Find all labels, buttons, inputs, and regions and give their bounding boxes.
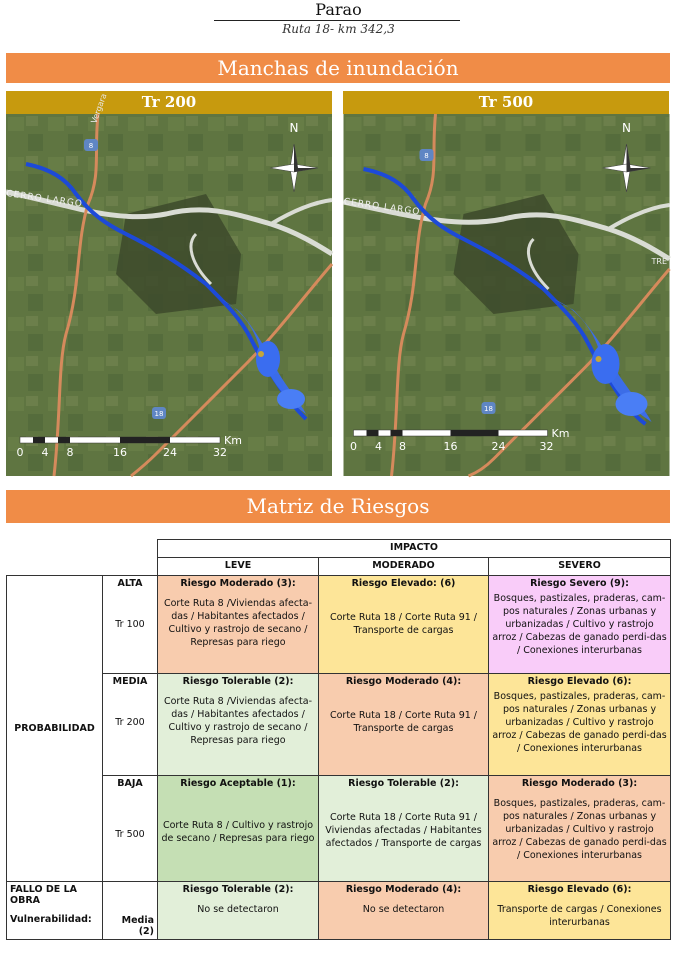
probability-level: MEDIA bbox=[112, 676, 148, 687]
risk-cell-body: No se detectaron bbox=[197, 904, 279, 915]
return-period: Tr 100 bbox=[115, 619, 145, 630]
scale-tick-label: 8 bbox=[66, 446, 74, 459]
empty-corner bbox=[7, 540, 158, 576]
risk-cell-title: Riesgo Tolerable (2): bbox=[348, 778, 459, 789]
probability-level-cell bbox=[103, 576, 158, 674]
probability-level-cell bbox=[103, 674, 158, 776]
risk-matrix-table bbox=[6, 539, 671, 940]
probability-label: PROBABILIDAD bbox=[7, 576, 103, 882]
risk-cell bbox=[489, 576, 671, 674]
scale-tick-label: 8 bbox=[399, 440, 406, 453]
flood-map-image bbox=[343, 114, 670, 476]
risk-cell-title: Riesgo Aceptable (1): bbox=[180, 778, 296, 789]
failure-row bbox=[7, 882, 671, 940]
section-banner-matriz: Matriz de Riesgos bbox=[6, 490, 670, 523]
risk-cell bbox=[158, 576, 319, 674]
risk-cell-body: Bosques, pastizales, praderas, cam-pos naturales / Zonas urbanas y urbanizadas / Cultivo y rastrojo arroz / Cabezas de ganado perdi-das / Conexiones interurbanas bbox=[492, 691, 667, 754]
risk-cell bbox=[319, 576, 489, 674]
scale-tick-label: 4 bbox=[375, 440, 382, 453]
scale-unit-label: Km bbox=[551, 427, 570, 440]
risk-cell-body: Corte Ruta 8 /Viviendas afecta-das / Habitantes afectados / Cultivo y rastrojo de secano / Represas para riego bbox=[163, 696, 313, 746]
risk-cell-title: Riesgo Moderado (3): bbox=[180, 578, 296, 589]
risk-cell-title: Riesgo Moderado (4): bbox=[345, 884, 462, 895]
risk-cell bbox=[158, 674, 319, 776]
route-shield-label: 18 bbox=[484, 405, 493, 413]
risk-cell bbox=[489, 674, 671, 776]
return-period: Tr 500 bbox=[115, 829, 145, 840]
table-row bbox=[7, 674, 671, 776]
return-period: Tr 200 bbox=[115, 717, 145, 728]
probability-level: ALTA bbox=[117, 578, 143, 589]
risk-cell bbox=[319, 776, 489, 882]
risk-cell bbox=[489, 776, 671, 882]
scale-unit-label: Km bbox=[224, 434, 242, 447]
failure-label-cell bbox=[7, 882, 103, 940]
map-header: Tr 200 bbox=[6, 91, 332, 114]
section-banner-manchas: Manchas de inundación bbox=[6, 53, 670, 83]
risk-cell-body: Corte Ruta 18 / Corte Ruta 91 / Transporte de cargas bbox=[329, 612, 478, 636]
risk-cell bbox=[158, 776, 319, 882]
risk-cell-body: Corte Ruta 8 / Cultivo y rastrojo de secano / Represas para riego bbox=[161, 820, 315, 844]
scale-bar bbox=[354, 430, 548, 436]
risk-cell-body: Transporte de cargas / Conexiones interurbanas bbox=[497, 904, 662, 928]
route-shield-label: 18 bbox=[154, 410, 164, 418]
risk-cell-title: Riesgo Elevado (6): bbox=[527, 676, 632, 687]
table-row bbox=[7, 776, 671, 882]
scale-tick-label: 0 bbox=[16, 446, 24, 459]
road-label: CERRO LARGO bbox=[5, 189, 84, 210]
page-title: Parao bbox=[315, 0, 362, 19]
risk-cell bbox=[319, 882, 489, 940]
column-header-moderado: MODERADO bbox=[319, 558, 489, 576]
risk-cell-title: Riesgo Tolerable (2): bbox=[182, 884, 294, 895]
risk-cell bbox=[319, 674, 489, 776]
scale-tick-label: 24 bbox=[491, 440, 506, 453]
risk-cell-title: Riesgo Severo (9): bbox=[530, 578, 629, 589]
column-header-leve: LEVE bbox=[158, 558, 319, 576]
impact-header: IMPACTO bbox=[158, 540, 671, 558]
scale-tick-label: 32 bbox=[539, 440, 554, 453]
page-subtitle: Ruta 18- km 342,3 bbox=[282, 22, 395, 36]
map-header: Tr 500 bbox=[343, 91, 669, 114]
risk-cell-title: Riesgo Moderado (3): bbox=[521, 778, 638, 789]
risk-cell-title: Riesgo Elevado (6): bbox=[527, 884, 632, 895]
map-panel-tr200 bbox=[6, 91, 332, 476]
risk-cell-body: Corte Ruta 18 / Corte Ruta 91 / Viviendas afectadas / Habitantes afectados / Transporte de cargas bbox=[325, 812, 482, 849]
route-shield-label: 8 bbox=[424, 152, 429, 160]
scale-tick-label: 0 bbox=[350, 440, 357, 453]
road-label: TRE bbox=[651, 257, 667, 266]
risk-cell-title: Riesgo Moderado (4): bbox=[345, 676, 462, 687]
risk-cell-body: Bosques, pastizales, praderas, cam-pos naturales / Zonas urbanas y urbanizadas / Cultivo y rastrojo arroz / Cabezas de ganado perdi-das / Conexiones interurbanas bbox=[492, 593, 667, 656]
risk-cell-body: No se detectaron bbox=[362, 904, 445, 915]
risk-cell-body: Corte Ruta 18 / Corte Ruta 91 / Transporte de cargas bbox=[329, 710, 478, 734]
risk-cell bbox=[489, 882, 671, 940]
route-shield-label: 8 bbox=[88, 142, 94, 150]
risk-cell-title: Riesgo Elevado: (6) bbox=[351, 578, 456, 589]
north-label: N bbox=[622, 121, 631, 135]
table-row bbox=[7, 576, 671, 674]
risk-cell-body: Corte Ruta 8 /Viviendas afecta-das / Habitantes afectados / Cultivo y rastrojo de secano / Represas para riego bbox=[163, 598, 313, 648]
scale-tick-label: 16 bbox=[443, 440, 458, 453]
risk-cell bbox=[158, 882, 319, 940]
risk-cell-body: Bosques, pastizales, praderas, cam-pos naturales / Zonas urbanas y urbanizadas / Cultivo y rastrojo arroz / Cabezas de ganado perdi-das / Conexiones interurbanas bbox=[492, 798, 667, 861]
scale-tick-label: 16 bbox=[113, 446, 127, 459]
title-underline bbox=[214, 20, 460, 21]
vulnerability-label: Vulnerabilidad: bbox=[10, 914, 92, 925]
failure-label: FALLO DE LA OBRA bbox=[10, 884, 77, 906]
scale-bar bbox=[20, 437, 220, 443]
impact-header-row bbox=[7, 540, 671, 558]
north-label: N bbox=[289, 121, 299, 135]
scale-tick-label: 24 bbox=[163, 446, 177, 459]
map-panel-tr500 bbox=[343, 91, 669, 476]
scale-tick-label: 4 bbox=[41, 446, 49, 459]
vulnerability-level: Media (2) bbox=[103, 882, 158, 940]
column-header-severo: SEVERO bbox=[489, 558, 671, 576]
probability-level-cell bbox=[103, 776, 158, 882]
probability-level: BAJA bbox=[117, 778, 143, 789]
road-label: CERRO LARGO bbox=[343, 197, 421, 218]
scale-tick-label: 32 bbox=[213, 446, 227, 459]
risk-cell-title: Riesgo Tolerable (2): bbox=[182, 676, 294, 687]
road-label: Vergara bbox=[89, 92, 109, 125]
